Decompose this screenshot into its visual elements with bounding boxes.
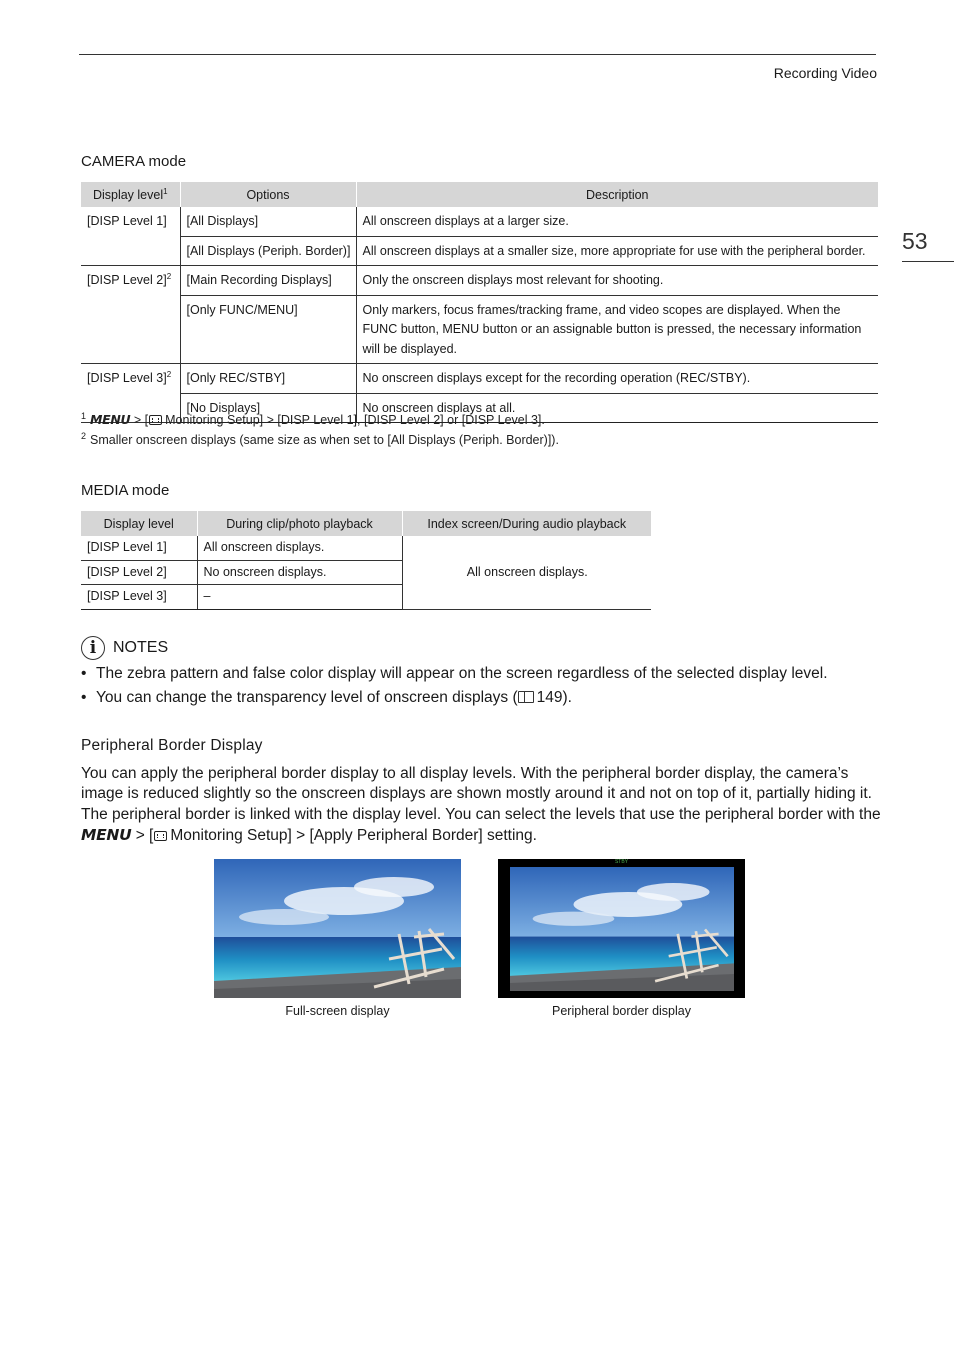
description-cell: All onscreen displays at a larger size. — [356, 207, 878, 236]
header-index-playback: Index screen/During audio playback — [402, 511, 651, 536]
footnote-2: $^2$ Smaller onscreen displays (same size as when set to [All Displays (Periph. Border)]). — [81, 431, 559, 448]
table-header-row — [81, 182, 878, 207]
description-cell: Only markers, focus frames/tracking frame, and video scopes are displayed. When the FUNC button, MENU button or an assignable button is pressed, the necessary information will be displayed. — [356, 295, 878, 364]
option-cell: [All Displays] — [180, 207, 356, 236]
table-row — [81, 266, 878, 296]
table-row — [81, 536, 651, 560]
page-number-rule — [902, 261, 954, 262]
level-cell: [DISP Level 1] — [81, 536, 197, 560]
page-number: 53 — [902, 228, 928, 254]
option-cell: [Only REC/STBY] — [180, 364, 356, 394]
monitoring-setup-icon — [149, 415, 162, 425]
page-reference-link[interactable]: 149). — [536, 689, 572, 706]
beach-scene-image — [214, 859, 461, 998]
clip-cell: No onscreen displays. — [197, 560, 402, 585]
table-row — [81, 207, 878, 236]
stby-indicator: STBY — [614, 859, 629, 865]
level-cell: [DISP Level 1] — [81, 207, 180, 266]
figure-caption: Full-screen display — [285, 1004, 390, 1018]
description-cell: No onscreen displays except for the recording operation (REC/STBY). — [356, 364, 878, 394]
list-item: • You can change the transparency level of onscreen displays ( 149). — [81, 687, 828, 711]
header-options: Options — [180, 182, 356, 207]
level-cell: [DISP Level 3] — [81, 585, 197, 610]
header-display-level: Display level — [81, 511, 197, 536]
beach-scene-image — [510, 867, 734, 991]
index-cell: All onscreen displays. — [402, 536, 651, 609]
monitoring-setup-icon — [154, 831, 167, 841]
body-paragraph: You can apply the peripheral border display to all display levels. With the peripheral border display, the camera’s image is reduced slightly so the onscreen displays are shown mostly around it and not on top of it, partially hiding it. The peripheral border is linked with the display level. You can select the levels that use the peripheral border with the MENU > [ Monitoring Setup] > [Apply Peripheral Border] setting. — [81, 765, 881, 844]
level-cell: [DISP Level 3]$^2$ — [81, 364, 180, 423]
description-cell: All onscreen displays at a smaller size, more appropriate for use with the peripheral border. — [356, 236, 878, 266]
description-cell: No onscreen displays at all. — [356, 393, 878, 423]
full-screen-display-image — [214, 859, 461, 998]
list-item: • The zebra pattern and false color display will appear on the screen regardless of the selected display level. — [81, 663, 828, 687]
section-heading: Peripheral Border Display — [81, 737, 263, 754]
book-reference-icon — [518, 691, 534, 703]
menu-button-label: MENU — [90, 412, 131, 428]
header-rule — [79, 54, 876, 55]
table-row — [81, 295, 878, 364]
level-cell: [DISP Level 2]$^2$ — [81, 266, 180, 364]
table-row — [81, 236, 878, 266]
notes-heading: i NOTES — [81, 636, 168, 660]
menu-button-label: MENU — [81, 825, 132, 844]
section-title: Recording Video — [773, 65, 877, 81]
description-cell: Only the onscreen displays most relevant for shooting. — [356, 266, 878, 296]
camera-mode-title: CAMERA mode — [81, 153, 187, 170]
table-row — [81, 364, 878, 394]
clip-cell: – — [197, 585, 402, 610]
header-clip-playback: During clip/photo playback — [197, 511, 402, 536]
level-cell: [DISP Level 2] — [81, 560, 197, 585]
header-display-level: Display level$^1$ — [81, 182, 180, 207]
option-cell: [No Displays] — [180, 393, 356, 423]
peripheral-border-display-image — [498, 859, 745, 998]
footnote-1: $^1$ MENU > [ Monitoring Setup] > [DISP Level 1], [DISP Level 2] or [DISP Level 3]. — [81, 411, 545, 428]
camera-footnotes — [81, 408, 559, 448]
option-cell: [All Displays (Periph. Border)] — [180, 236, 356, 266]
clip-cell: All onscreen displays. — [197, 536, 402, 560]
notes-list — [81, 663, 828, 711]
option-cell: [Main Recording Displays] — [180, 266, 356, 296]
camera-mode-table — [81, 182, 878, 423]
media-mode-title: MEDIA mode — [81, 482, 170, 499]
media-mode-table — [81, 511, 651, 610]
table-header-row — [81, 511, 651, 536]
figure-caption: Peripheral border display — [552, 1004, 691, 1018]
option-cell: [Only FUNC/MENU] — [180, 295, 356, 364]
header-description: Description — [356, 182, 878, 207]
info-icon: i — [81, 636, 105, 660]
